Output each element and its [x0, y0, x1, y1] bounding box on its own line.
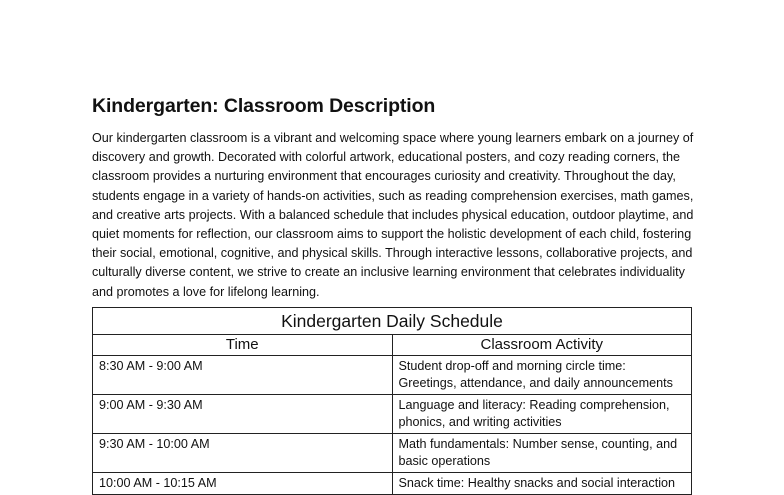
table-row [93, 473, 692, 495]
schedule-title: Kindergarten Daily Schedule [93, 308, 692, 335]
table-row [93, 434, 692, 473]
schedule-header-row [93, 335, 692, 356]
document-heading: Kindergarten: Classroom Description [92, 95, 436, 117]
column-header-activity: Classroom Activity [392, 335, 692, 356]
schedule-table [92, 307, 692, 495]
row-time: 9:00 AM - 9:30 AM [93, 395, 393, 434]
row-activity: Snack time: Healthy snacks and social interaction [392, 473, 692, 495]
column-header-time: Time [93, 335, 393, 356]
row-time: 10:00 AM - 10:15 AM [93, 473, 393, 495]
row-time: 9:30 AM - 10:00 AM [93, 434, 393, 473]
row-activity: Student drop-off and morning circle time: Greetings, attendance, and daily announcements [392, 356, 692, 395]
row-activity: Language and literacy: Reading comprehension, phonics, and writing activities [392, 395, 692, 434]
table-row [93, 356, 692, 395]
table-row [93, 395, 692, 434]
description-paragraph: Our kindergarten classroom is a vibrant and welcoming space where young learners embark on a journey of discovery and growth. Decorated with colorful artwork, educational posters, and cozy reading corners, the classroom provides a nurturing environment that encourages curiosity and creativity. Throughout the day, students engage in a variety of hands-on activities, such as reading comprehension exercises, math games, and creative arts projects. With a balanced schedule that includes physical education, outdoor playtime, and quiet moments for reflection, our classroom aims to support the holistic development of each child, fostering their social, emotional, cognitive, and physical skills. Through interactive lessons, collaborative projects, and culturally diverse content, we strive to create an inclusive learning environment that celebrates individuality and promotes a love for lifelong learning. [92, 131, 694, 299]
row-time: 8:30 AM - 9:00 AM [93, 356, 393, 395]
row-activity: Math fundamentals: Number sense, counting, and basic operations [392, 434, 692, 473]
schedule-title-row [93, 308, 692, 335]
